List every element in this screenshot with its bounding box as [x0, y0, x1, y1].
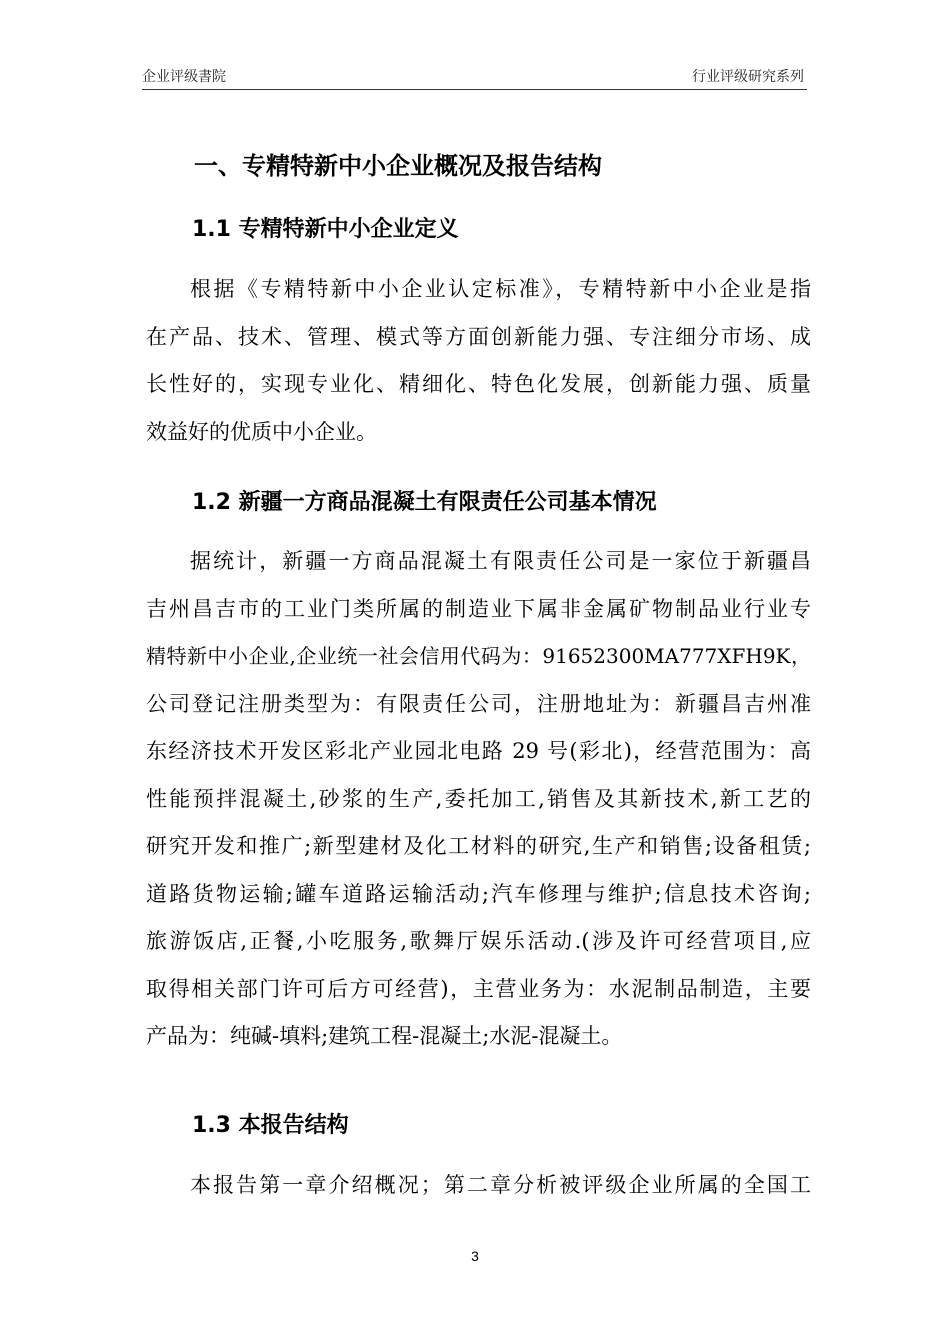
paragraph-line: 吉州昌吉市的工业门类所属的制造业下属非金属矿物制品业行业专: [146, 596, 811, 621]
section-1-3-paragraph: [146, 1162, 811, 1210]
paragraph-line: 产品为：纯碱-填料;建筑工程-混凝土;水泥-混凝土。: [146, 1024, 623, 1048]
paragraph-line: 精特新中小企业,企业统一社会信用代码为：91652300MA777XFH9K，: [146, 644, 811, 668]
section-1-2-paragraph: [146, 538, 811, 1061]
paragraph-line: 根据《专精特新中小企业认定标准》，专精特新中小企业是指: [190, 277, 811, 301]
paragraph-line: 取得相关部门许可后方可经营)，主营业务为：水泥制品制造，主要: [146, 976, 811, 1001]
paragraph-line: 长性好的，实现专业化、精细化、特色化发展，创新能力强、质量: [146, 372, 811, 396]
section-heading-1-3: 1.3 本报告结构: [192, 1113, 349, 1138]
header-right-title: 行业评级研究系列: [692, 68, 804, 84]
section-1-1-paragraph: [146, 266, 811, 456]
header-divider: [142, 89, 807, 90]
paragraph-line: 公司登记注册类型为：有限责任公司，注册地址为：新疆昌吉州准: [146, 691, 811, 716]
paragraph-line: 本报告第一章介绍概况；第二章分析被评级企业所属的全国工: [190, 1173, 811, 1197]
paragraph-line: 东经济技术开发区彩北产业园北电路 29 号(彩北)，经营范围为：高: [146, 739, 811, 763]
paragraph-line: 性能预拌混凝土,砂浆的生产,委托加工,销售及其新技术,新工艺的: [146, 786, 811, 811]
section-heading-1-1: 1.1 专精特新中小企业定义: [192, 217, 459, 242]
section-heading-1-2: 1.2 新疆一方商品混凝土有限责任公司基本情况: [192, 490, 657, 515]
paragraph-line: 效益好的优质中小企业。: [146, 419, 377, 444]
paragraph-line: 道路货物运输;罐车道路运输活动;汽车修理与维护;信息技术咨询;: [146, 881, 811, 906]
chapter-title: 一、专精特新中小企业概况及报告结构: [194, 152, 602, 180]
page-number: 3: [471, 1248, 479, 1264]
paragraph-line: 据统计，新疆一方商品混凝土有限责任公司是一家位于新疆昌: [190, 549, 811, 573]
paragraph-line: 在产品、技术、管理、模式等方面创新能力强、专注细分市场、成: [146, 324, 811, 349]
paragraph-line: 旅游饭店,正餐,小吃服务,歌舞厅娱乐活动.(涉及许可经营项目,应: [146, 929, 811, 953]
paragraph-line: 研究开发和推广;新型建材及化工材料的研究,生产和销售;设备租赁;: [146, 834, 811, 858]
header-left-title: 企业评级書院: [142, 68, 226, 84]
